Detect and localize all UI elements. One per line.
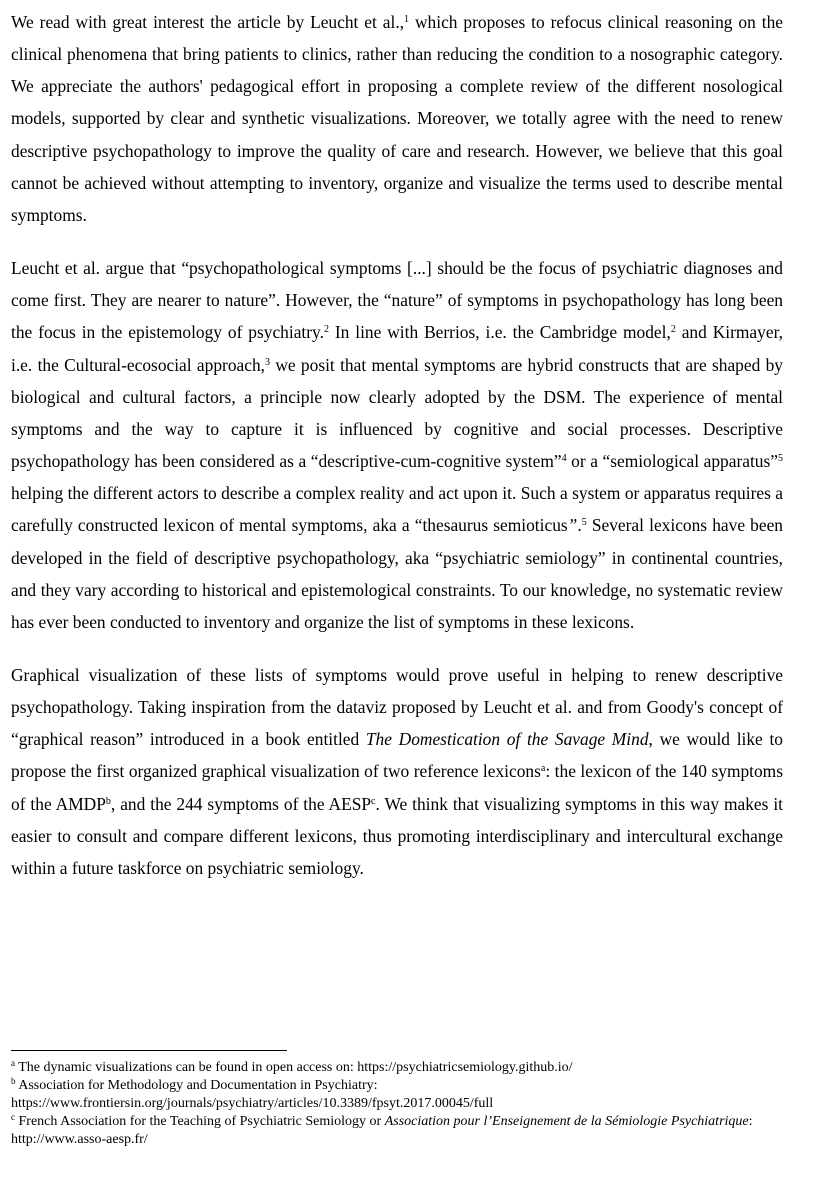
paragraph-text: , and the 244 symptoms of the AESP xyxy=(110,793,372,814)
footnote-a xyxy=(11,1059,801,1077)
footnote-marker: b xyxy=(105,795,111,807)
paragraph-text: which proposes to refocus clinical reasoning on the clinical phenomena that bring patients to clinics, rather than reducing the condition to a nosographic category. We appreciate the authors' pedagogical effort in proposing a complete review of the different nosological models, supported by clear and synthetic visualizations. Moreover, we totally agree with the need to renew descriptive psychopathology to improve the quality of care and research. However, we believe that this goal cannot be achieved without attempting to inventory, organize and visualize the terms used to describe mental symptoms. xyxy=(11,12,783,225)
reference-marker: 5 xyxy=(778,453,783,465)
paragraph-text: . We think that visualizing symptoms in this way makes it easier to consult and compare different lexicons, thus promoting interdisciplinary and intercultural exchange within a future taskforce on psychiatric semiology. xyxy=(11,793,783,878)
reference-marker: 5 xyxy=(581,517,587,529)
article-body xyxy=(11,6,783,905)
paragraph-text: . xyxy=(577,515,582,536)
book-title: The Domestication of the Savage Mind xyxy=(365,729,649,750)
footnotes xyxy=(11,1059,801,1149)
footnote-marker: c xyxy=(11,1112,15,1122)
footnote-marker: c xyxy=(371,795,376,807)
reference-marker: 2 xyxy=(670,324,676,336)
footnote-separator xyxy=(11,1050,287,1051)
reference-marker: 4 xyxy=(561,453,567,465)
footnote-text: : http://www.asso-aesp.fr/ xyxy=(11,1114,753,1147)
paragraph-text: or a “semiological apparatus” xyxy=(566,451,778,472)
footnote-b xyxy=(11,1077,801,1113)
footnote-text: The dynamic visualizations can be found in open access on: https://psychiatricsemiology.github.io/ xyxy=(15,1060,573,1075)
footnote-marker: a xyxy=(11,1058,15,1068)
paragraph-text: In line with Berrios, i.e. the Cambridge model, xyxy=(328,322,671,343)
paragraph-1 xyxy=(11,6,783,231)
reference-marker: 2 xyxy=(323,324,329,336)
reference-marker: 1 xyxy=(404,14,410,25)
paragraph-text: Leucht et al. argue that “psychopathological symptoms [...] should be the focus of psychiatric diagnoses and come first. They are nearer to nature”. However, the “nature” of symptoms in psychopathology has long been the focus in the epistemology of psychiatry. xyxy=(11,258,783,343)
footnote-c xyxy=(11,1113,801,1149)
paragraph-text: : the lexicon of the 140 symptoms of the AMDP xyxy=(11,761,783,814)
paragraph-3 xyxy=(11,659,783,884)
closing-quote: ” xyxy=(567,515,578,536)
footnote-url: https://www.frontiersin.org/journals/psychiatry/articles/10.3389/fpsyt.2017.00045/full xyxy=(11,1096,494,1111)
paragraph-text: Several lexicons have been developed in the field of descriptive psychopathology, aka “psychiatric semiology” in continental countries, and they vary according to historical and epistemological constraints. To our knowledge, no systematic review has ever been conducted to inventory and organize the list of symptoms in these lexicons. xyxy=(11,515,784,632)
paragraph-text: , we would like to propose the first organized graphical visualization of two reference lexicons xyxy=(11,729,783,782)
footnote-text: French Association for the Teaching of Psychiatric Semiology or xyxy=(15,1114,385,1129)
reference-marker: 3 xyxy=(265,356,271,368)
paragraph-text: we posit that mental symptoms are hybrid constructs that are shaped by biological and cultural factors, a principle now clearly adopted by the DSM. The experience of mental symptoms and the way to capture it is influenced by cognitive and social processes. Descriptive psychopathology has been considered as a “descriptive-cum-cognitive system” xyxy=(11,354,783,472)
paragraph-2 xyxy=(11,252,783,638)
paragraph-text: helping the different actors to describe a complex reality and act upon it. Such a system or apparatus requires a carefully constructed lexicon of mental symptoms, aka a “thesaurus semioticus xyxy=(11,483,783,536)
footnote-text: Association for Methodology and Documentation in Psychiatry: xyxy=(15,1078,378,1093)
paragraph-text: We read with great interest the article by Leucht et al., xyxy=(11,12,405,32)
footnote-italic-title: Association pour l’Enseignement de la Sémiologie Psychiatrique xyxy=(384,1114,749,1129)
paragraph-text: Graphical visualization of these lists of symptoms would prove useful in helping to renew descriptive psychopathology. Taking inspiration from the dataviz proposed by Leucht et al. and from Goody's concept of “graphical reason” introduced in a book entitled xyxy=(11,664,783,750)
footnote-marker: b xyxy=(11,1076,16,1086)
paragraph-text: and Kirmayer, i.e. the Cultural-ecosocial approach, xyxy=(11,322,784,375)
footnote-marker: a xyxy=(540,763,546,775)
